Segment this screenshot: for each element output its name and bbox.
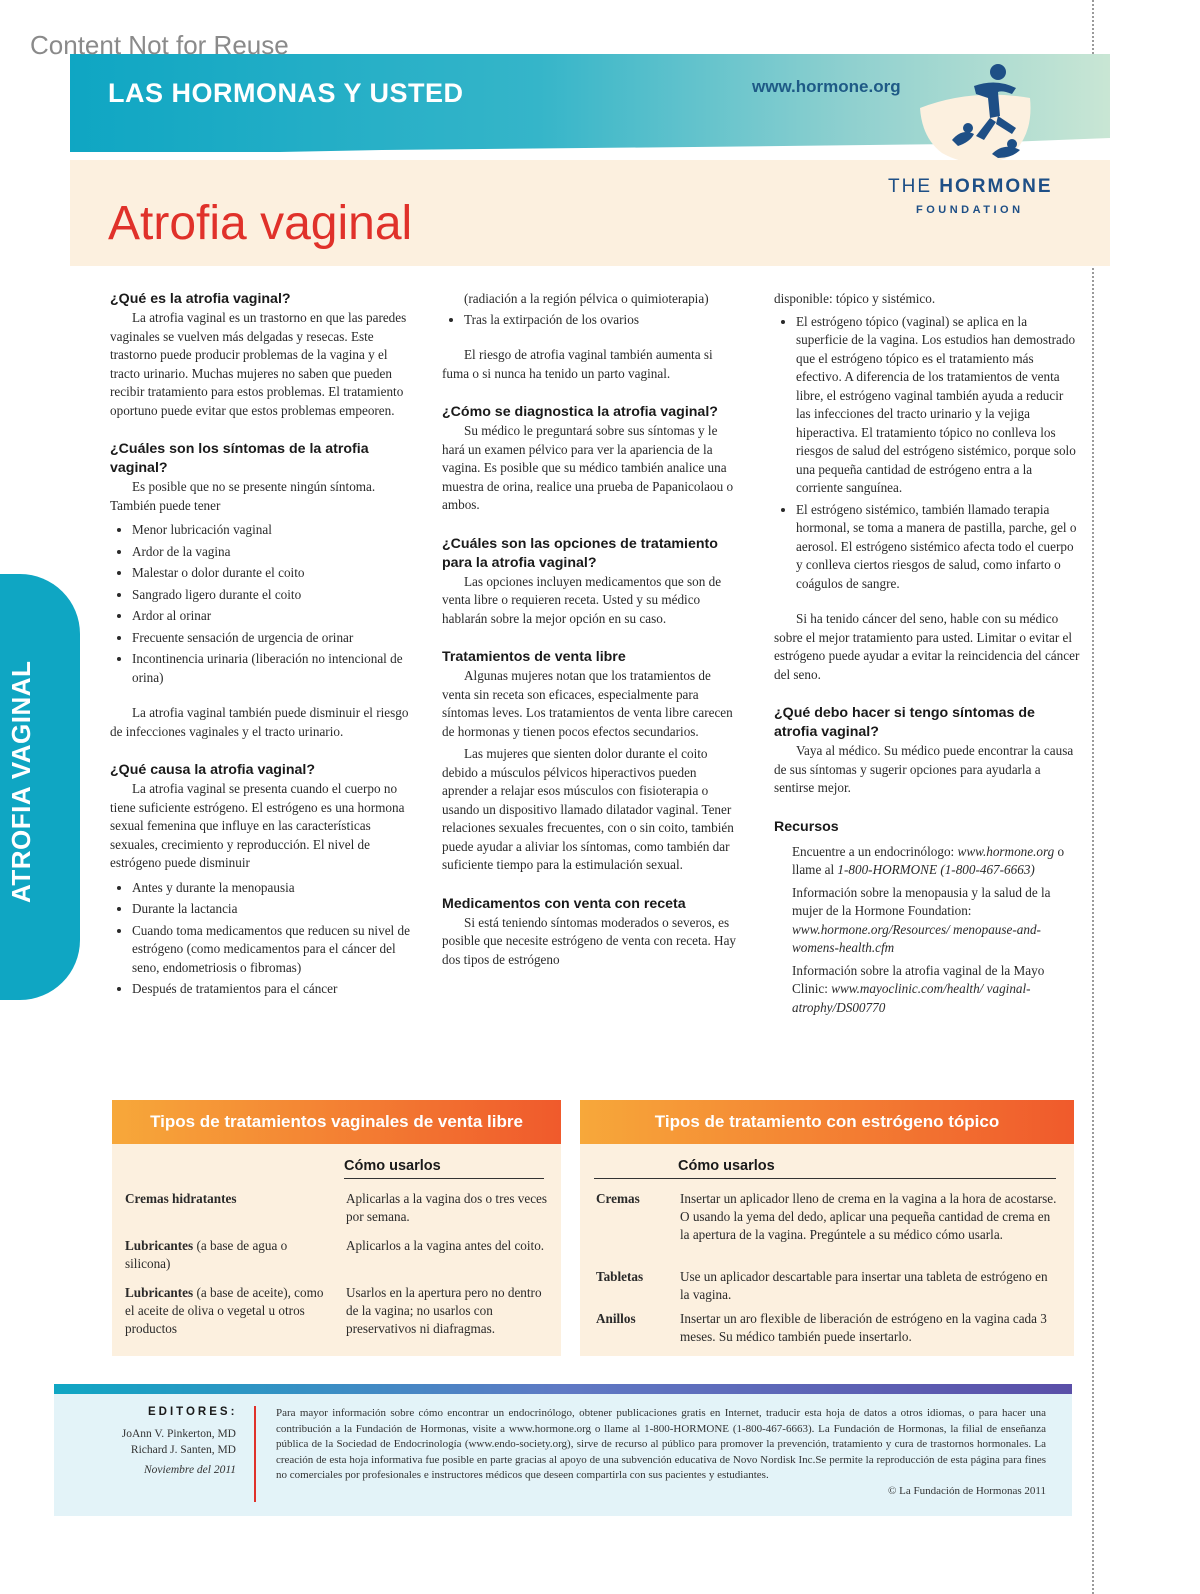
section-heading: Recursos bbox=[774, 818, 839, 835]
footer-divider bbox=[254, 1406, 256, 1502]
table-cell: Insertar un aro flexible de liberación de estrógeno en la vagina cada 3 meses. Su médico también puede insertarlo. bbox=[680, 1311, 1047, 1344]
side-tab-label: ATROFIA VAGINAL bbox=[6, 660, 36, 903]
table-cell: Lubricantes (a base de agua o silicona) bbox=[125, 1238, 288, 1271]
editor-name: JoAnn V. Pinkerton, MD bbox=[121, 1428, 236, 1440]
topical-estrogen-table bbox=[580, 1100, 1074, 1356]
table-title: Tipos de tratamiento con estrógeno tópico bbox=[580, 1100, 1074, 1144]
footer-text bbox=[276, 1406, 1046, 1500]
table-cell: Anillos bbox=[596, 1311, 636, 1326]
section-heading: ¿Cómo se diagnostica la atrofia vaginal? bbox=[442, 404, 718, 420]
list-item: • Tras la extirpación de los ovarios bbox=[464, 311, 740, 330]
list-item: • Frecuente sensación de urgencia de orinar bbox=[132, 629, 412, 648]
resource-item: Encuentre a un endocrinólogo: www.hormone.org o llame al 1-800-HORMONE (1-800-467-6663) bbox=[792, 843, 1065, 877]
website-link[interactable]: www.hormone.org bbox=[752, 77, 901, 96]
list-item: • Ardor de la vagina bbox=[132, 543, 412, 562]
list-item: • Ardor al orinar bbox=[132, 607, 412, 626]
paragraph: (radiación a la región pélvica o quimioterapia) bbox=[464, 291, 709, 306]
list-item: • Durante la lactancia bbox=[132, 900, 412, 919]
hormone-foundation-logo-icon bbox=[912, 58, 1042, 168]
column-2 bbox=[442, 290, 740, 969]
list-item: • Después de tratamientos para el cáncer bbox=[132, 980, 412, 999]
paragraph: Vaya al médico. Su médico puede encontrar la causa de sus síntomas y sugerir opciones para ayudarla a sentirse mejor. bbox=[774, 743, 1074, 795]
paragraph: La atrofia vaginal también puede disminuir el riesgo de infecciones vaginales y el tracto urinario. bbox=[110, 705, 409, 739]
paragraph: La atrofia vaginal es un trastorno en que las paredes vaginales se vuelven más delgadas y resecas. Este trastorno puede producir problemas de la vagina y el tracto urinario. Muchas mujeres no saben que pueden recibir tratamiento para estos problemas. El tratamiento oportuno puede evitar que estos problemas empeoren. bbox=[110, 310, 407, 418]
table-cell: Lubricantes (a base de aceite), como el aceite de oliva o vegetal u otros productos bbox=[125, 1285, 324, 1336]
list-item: • Cuando toma medicamentos que reducen su nivel de estrógeno (como medicamentos para el cáncer del seno, endometriosis o fibromas) bbox=[132, 922, 412, 978]
column-header: Cómo usarlos bbox=[344, 1158, 441, 1174]
list-item: • Malestar o dolor durante el coito bbox=[132, 564, 412, 583]
series-title: LAS HORMONAS Y USTED bbox=[108, 78, 464, 108]
table-cell: Cremas hidratantes bbox=[125, 1191, 237, 1206]
footer-bar bbox=[54, 1384, 1072, 1394]
paragraph: Si está teniendo síntomas moderados o severos, es posible que necesite estrógeno de venta con receta. Hay dos tipos de estrógeno bbox=[442, 914, 737, 967]
resource-link[interactable]: www.hormone.org bbox=[957, 843, 1055, 859]
editor-name: Richard J. Santen, MD bbox=[130, 1444, 236, 1456]
editor-names bbox=[86, 1426, 236, 1458]
section-heading: ¿Cuáles son los síntomas de la atrofia vaginal? bbox=[110, 441, 369, 476]
list-item: • Sangrado ligero durante el coito bbox=[132, 586, 412, 605]
table-cell: Tabletas bbox=[596, 1269, 644, 1284]
footer-body: Para mayor información sobre cómo encontrar un endocrinólogo, obtener publicaciones gratis en Internet, traducir esta hoja de datos a otros idiomas, o para hacer una contribución a la Fundación de Hormonas, visite a www.hormone.org o llame al 1-800-HORMONE (1-800-467-6663). La Fundación de Hormonas, la filial de enseñanza pública de la Sociedad de Endocrinología (www.endo-society.org), sirve de recurso al público para promover la prevención, tratamiento y cura de trastornos hormonales. La creación de esta hoja informativa fue posible en parte gracias al apoyo de una subvención educativa de Novo Nordisk Inc.Se permite la reproducción de esta página para fines no comerciales por profesionales e instructores médicos que deseen compartirla con sus pacientes y estudiantes. bbox=[276, 1407, 1046, 1482]
list-item: • Antes y durante la menopausia bbox=[132, 879, 412, 898]
publication-date: Noviembre del 2011 bbox=[144, 1464, 236, 1476]
causes-list-continued bbox=[442, 311, 740, 330]
watermark: Content Not for Reuse bbox=[30, 30, 289, 60]
org-name: THE HORMONE bbox=[888, 176, 1053, 197]
page-title: Atrofia vaginal bbox=[108, 197, 413, 250]
list-item: • Menor lubricación vaginal bbox=[132, 521, 412, 540]
paragraph: disponible: tópico y sistémico. bbox=[774, 291, 936, 306]
paragraph: Si ha tenido cáncer del seno, hable con su médico sobre el mejor tratamiento para usted. Limitar o evitar el estrógeno puede ayudar a evitar la reincidencia del cáncer del seno. bbox=[774, 611, 1080, 682]
section-heading: ¿Qué es la atrofia vaginal? bbox=[110, 291, 291, 307]
section-heading: Medicamentos con venta con receta bbox=[442, 895, 686, 912]
otc-treatments-table bbox=[112, 1100, 561, 1356]
table-cell: Use un aplicador descartable para insertar una tableta de estrógeno en la vagina. bbox=[680, 1269, 1048, 1302]
table-cell: Usarlos en la apertura pero no dentro de la vagina; no usarlos con preservativos ni diafragmas. bbox=[346, 1285, 542, 1336]
column-3 bbox=[774, 290, 1080, 1021]
column-1 bbox=[110, 290, 412, 1002]
list-item: • El estrógeno sistémico, también llamado terapia hormonal, se toma a manera de pastilla, parche, gel o aerosol. El estrógeno sistémico afecta todo el cuerpo y conlleva ciertos riesgos de salud, como infarto o coágulos de sangre. bbox=[796, 501, 1080, 594]
paragraph: Algunas mujeres notan que los tratamientos de venta sin receta son eficaces, especialmente para síntomas leves. Los tratamientos de venta libre carecen de hormonas y tienen pocos efectos secundarios. bbox=[442, 668, 733, 739]
org-subtitle: FOUNDATION bbox=[916, 204, 1024, 216]
paragraph: Las opciones incluyen medicamentos que son de venta libre o requieren receta. Usted y su médico hablarán sobre la mejor opción en su caso. bbox=[442, 573, 722, 626]
section-heading: ¿Cuáles son las opciones de tratamiento para la atrofia vaginal? bbox=[442, 535, 718, 571]
causes-list bbox=[110, 879, 412, 999]
paragraph: La atrofia vaginal se presenta cuando el cuerpo no tiene suficiente estrógeno. El estrógeno es una hormona sexual femenina que influye en las características sexuales, crecimiento y reproducción. El nivel de estrógeno puede disminuir bbox=[110, 781, 405, 870]
copyright: © La Fundación de Hormonas 2011 bbox=[888, 1484, 1046, 1497]
section-heading: ¿Qué causa la atrofia vaginal? bbox=[110, 762, 315, 778]
symptoms-list bbox=[110, 521, 412, 687]
estrogen-types-list bbox=[774, 313, 1080, 594]
table-cell: Aplicarlos a la vagina antes del coito. bbox=[346, 1238, 545, 1253]
editors-label: EDITORES: bbox=[148, 1406, 238, 1418]
table-cell: Insertar un aplicador lleno de crema en la vagina a la hora de acostarse. O usando la yema del dedo, aplicar una pequeña cantidad de crema en la apertura de la vagina. Pregúntele a su médico cómo usarla. bbox=[680, 1191, 1057, 1242]
resource-item: Información sobre la menopausia y la salud de la mujer de la Hormone Foundation: www.hormone.org/Resources/ menopause-and-womens-health.cfm bbox=[792, 884, 1051, 955]
header-rule bbox=[594, 1178, 1056, 1179]
list-item: • Incontinencia urinaria (liberación no intencional de orina) bbox=[132, 650, 412, 687]
paragraph: El riesgo de atrofia vaginal también aumenta si fuma o si nunca ha tenido un parto vaginal. bbox=[442, 347, 713, 381]
column-header: Cómo usarlos bbox=[678, 1158, 775, 1174]
resource-link[interactable]: www.hormone.org/Resources/ menopause-and-womens-health.cfm bbox=[792, 921, 1041, 955]
table-cell: Cremas bbox=[596, 1191, 640, 1206]
table-cell: Aplicarlas a la vagina dos o tres veces por semana. bbox=[346, 1191, 548, 1224]
paragraph: Las mujeres que sienten dolor durante el coito debido a músculos pélvicos hiperactivos pueden aprender a relajar esos músculos con fisioterapia o usando un dispositivo llamado dilatador vaginal. Tener relaciones sexuales frecuentes, con o sin coito, también puede ayudar a aliviar los síntomas, como también dar suficiente tiempo para la estimulación sexual. bbox=[442, 746, 734, 872]
section-heading: Tratamientos de venta libre bbox=[442, 649, 626, 665]
resource-item: Información sobre la atrofia vaginal de la Mayo Clinic: www.mayoclinic.com/health/ vaginal-atrophy/DS00770 bbox=[792, 962, 1045, 1015]
paragraph: Es posible que no se presente ningún síntoma. También puede tener bbox=[110, 479, 376, 513]
header-rule bbox=[344, 1178, 544, 1179]
list-item: • El estrógeno tópico (vaginal) se aplica en la superficie de la vagina. Los estudios han demostrado que el estrógeno tópico es el tratamiento más efectivo. A diferencia de los tratamientos de venta libre, el estrógeno vaginal también ayuda a reducir las infecciones del tracto urinario y la vejiga hiperactiva. El tratamiento tópico no conlleva los riesgos de salud del estrógeno sistémico, porque solo una pequeña cantidad de estrógeno entra a la corriente sanguínea. bbox=[796, 313, 1080, 498]
resource-link[interactable]: www.mayoclinic.com/health/ vaginal-atrophy/DS00770 bbox=[792, 981, 1031, 1015]
paragraph: Su médico le preguntará sobre sus síntomas y le hará un examen pélvico para ver la apariencia de la vagina. Es posible que su médico también analice una muestra de orina, realice una prueba de Papanicolaou o ambos. bbox=[442, 423, 734, 512]
section-heading: ¿Qué debo hacer si tengo síntomas de atrofia vaginal? bbox=[774, 705, 1035, 740]
table-title: Tipos de tratamientos vaginales de venta libre bbox=[112, 1100, 561, 1144]
